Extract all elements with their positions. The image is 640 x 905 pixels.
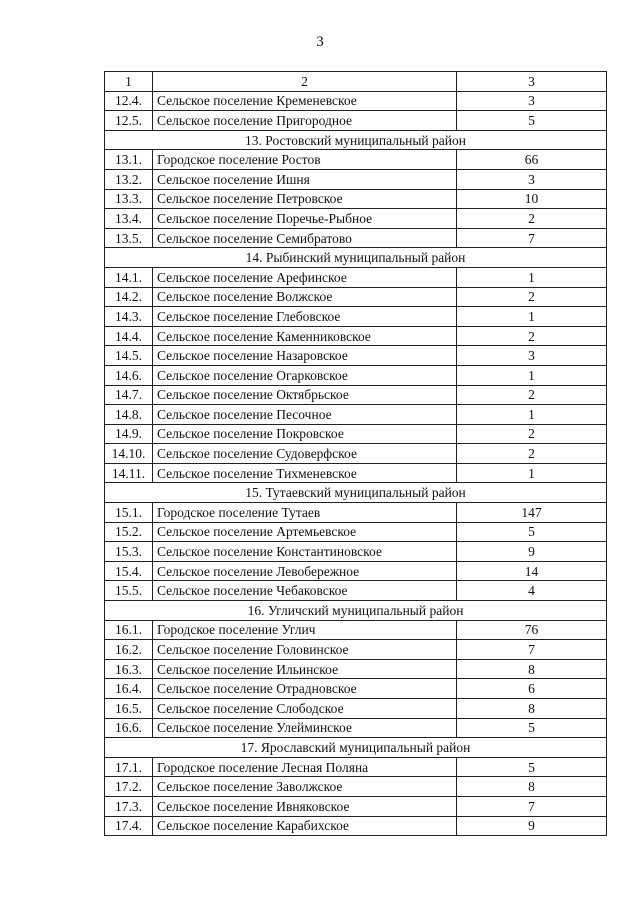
settlement-name: Городское поселение Ростов [153,150,457,170]
row-value: 1 [457,405,607,425]
table-row [105,111,607,131]
header-col-1: 1 [105,72,153,92]
row-number: 17.3. [105,796,153,816]
settlement-name: Сельское поселение Песочное [153,405,457,425]
settlement-name: Сельское поселение Семибратово [153,228,457,248]
settlement-name: Сельское поселение Назаровское [153,346,457,366]
row-value: 5 [457,522,607,542]
settlement-name: Сельское поселение Кременевское [153,91,457,111]
row-number: 17.2. [105,777,153,797]
row-value: 8 [457,777,607,797]
header-col-3: 3 [457,72,607,92]
table-row [105,581,607,601]
table-row [105,405,607,425]
row-number: 16.3. [105,659,153,679]
row-value: 14 [457,561,607,581]
table-row [105,659,607,679]
table-row [105,169,607,189]
settlement-name: Сельское поселение Ивняковское [153,796,457,816]
row-number: 13.3. [105,189,153,209]
row-value: 6 [457,679,607,699]
row-number: 14.9. [105,424,153,444]
row-value: 2 [457,385,607,405]
settlement-name: Сельское поселение Улейминское [153,718,457,738]
row-number: 15.1. [105,503,153,523]
row-value: 9 [457,816,607,836]
row-value: 66 [457,150,607,170]
settlement-name: Сельское поселение Октябрьское [153,385,457,405]
table-row [105,463,607,483]
row-number: 15.4. [105,561,153,581]
row-number: 16.4. [105,679,153,699]
row-value: 5 [457,718,607,738]
section-header-row [105,738,607,758]
row-number: 15.5. [105,581,153,601]
section-title: 17. Ярославский муниципальный район [105,738,607,758]
row-number: 16.1. [105,620,153,640]
row-number: 14.4. [105,326,153,346]
table-row [105,444,607,464]
table-row [105,91,607,111]
settlement-name: Сельское поселение Ильинское [153,659,457,679]
settlement-name: Сельское поселение Отрадновское [153,679,457,699]
row-number: 15.3. [105,542,153,562]
section-header-row [105,130,607,150]
row-value: 2 [457,424,607,444]
row-number: 14.8. [105,405,153,425]
table-row [105,326,607,346]
settlement-name: Сельское поселение Каменниковское [153,326,457,346]
table-body [105,72,607,836]
table-row [105,228,607,248]
table-row [105,561,607,581]
row-value: 76 [457,620,607,640]
row-value: 3 [457,346,607,366]
row-number: 13.1. [105,150,153,170]
settlement-name: Сельское поселение Карабихское [153,816,457,836]
row-value: 147 [457,503,607,523]
table-row [105,620,607,640]
row-number: 12.5. [105,111,153,131]
row-number: 17.4. [105,816,153,836]
header-col-2: 2 [153,72,457,92]
section-title: 14. Рыбинский муниципальный район [105,248,607,268]
table-row [105,522,607,542]
row-number: 13.5. [105,228,153,248]
table-row [105,640,607,660]
table-row [105,699,607,719]
section-title: 15. Тутаевский муниципальный район [105,483,607,503]
section-title: 13. Ростовский муниципальный район [105,130,607,150]
table-row [105,365,607,385]
table-row [105,757,607,777]
row-value: 7 [457,796,607,816]
table-row [105,267,607,287]
row-value: 5 [457,757,607,777]
section-header-row [105,248,607,268]
settlement-name: Сельское поселение Чебаковское [153,581,457,601]
table-row [105,542,607,562]
settlement-name: Городское поселение Лесная Поляна [153,757,457,777]
row-value: 5 [457,111,607,131]
settlement-name: Сельское поселение Пригородное [153,111,457,131]
row-number: 16.6. [105,718,153,738]
row-value: 2 [457,287,607,307]
row-value: 1 [457,365,607,385]
table-row [105,679,607,699]
row-value: 8 [457,659,607,679]
page-number: 3 [316,34,324,50]
row-value: 1 [457,267,607,287]
settlement-name: Городское поселение Углич [153,620,457,640]
table-row [105,189,607,209]
settlement-name: Сельское поселение Левобережное [153,561,457,581]
settlement-name: Сельское поселение Головинское [153,640,457,660]
row-value: 2 [457,209,607,229]
table-row [105,503,607,523]
row-number: 14.1. [105,267,153,287]
row-value: 3 [457,91,607,111]
row-number: 16.2. [105,640,153,660]
row-number: 13.2. [105,169,153,189]
table-row [105,346,607,366]
row-number: 14.6. [105,365,153,385]
settlement-name: Сельское поселение Судоверфское [153,444,457,464]
row-number: 14.5. [105,346,153,366]
table-row [105,287,607,307]
settlement-name: Сельское поселение Тихменевское [153,463,457,483]
row-number: 14.10. [105,444,153,464]
settlement-name: Сельское поселение Огарковское [153,365,457,385]
settlement-name: Сельское поселение Артемьевское [153,522,457,542]
row-value: 8 [457,699,607,719]
table-row [105,718,607,738]
row-value: 7 [457,228,607,248]
settlement-name: Сельское поселение Заволжское [153,777,457,797]
row-number: 14.7. [105,385,153,405]
table-row [105,424,607,444]
row-number: 14.3. [105,307,153,327]
row-number: 12.4. [105,91,153,111]
section-title: 16. Угличский муниципальный район [105,601,607,621]
section-header-row [105,601,607,621]
table-row [105,307,607,327]
settlement-name: Сельское поселение Слободское [153,699,457,719]
row-number: 17.1. [105,757,153,777]
settlement-name: Сельское поселение Покровское [153,424,457,444]
settlements-table [104,71,607,836]
row-value: 2 [457,326,607,346]
table-row [105,777,607,797]
row-value: 7 [457,640,607,660]
table-row [105,816,607,836]
row-value: 1 [457,307,607,327]
table-row [105,796,607,816]
settlement-name: Сельское поселение Арефинское [153,267,457,287]
settlement-name: Сельское поселение Волжское [153,287,457,307]
settlement-name: Сельское поселение Поречье-Рыбное [153,209,457,229]
table-row [105,385,607,405]
table-row [105,150,607,170]
row-number: 14.2. [105,287,153,307]
row-value: 1 [457,463,607,483]
settlement-name: Сельское поселение Глебовское [153,307,457,327]
row-value: 3 [457,169,607,189]
row-value: 2 [457,444,607,464]
table-row [105,209,607,229]
row-value: 9 [457,542,607,562]
row-number: 15.2. [105,522,153,542]
settlement-name: Сельское поселение Петровское [153,189,457,209]
settlement-name: Городское поселение Тутаев [153,503,457,523]
row-value: 4 [457,581,607,601]
row-number: 16.5. [105,699,153,719]
row-number: 14.11. [105,463,153,483]
settlement-name: Сельское поселение Ишня [153,169,457,189]
row-value: 10 [457,189,607,209]
section-header-row [105,483,607,503]
settlement-name: Сельское поселение Константиновское [153,542,457,562]
row-number: 13.4. [105,209,153,229]
table-header-row [105,72,607,92]
